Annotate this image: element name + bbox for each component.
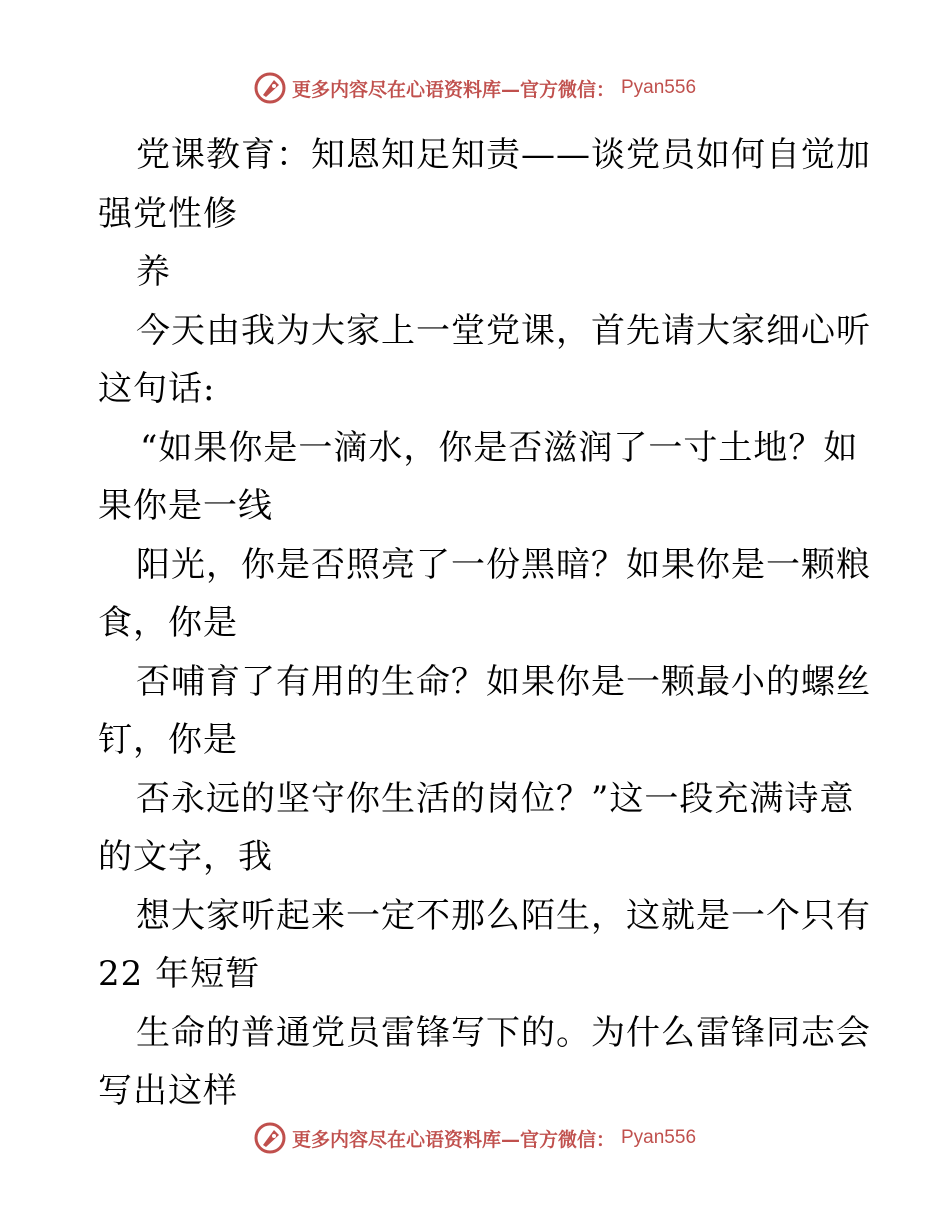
banner-text: 更多内容尽在心语资料库—官方微信：	[291, 1128, 615, 1151]
document-body	[98, 126, 871, 1121]
pen-nib-logo-icon	[254, 72, 286, 104]
header-banner	[0, 72, 950, 104]
banner-text: 更多内容尽在心语资料库—官方微信：	[291, 78, 615, 101]
text-line: “如果你是一滴水，你是否滋润了一寸土地？如	[140, 427, 859, 468]
text-line: 阳光，你是否照亮了一份黑暗？如果你是一颗粮	[136, 544, 871, 585]
text-line: 这句话:	[98, 369, 216, 409]
text-line: 党课教育：知恩知足知责——谈党员如何自觉加	[136, 135, 871, 175]
text-line: 想大家听起来一定不那么陌生，这就是一个只有	[136, 895, 871, 936]
banner-wechat-id: Pyan556	[621, 1127, 697, 1148]
text-line: 果你是一线	[98, 486, 273, 526]
text-line: 今天由我为大家上一堂党课，首先请大家细心听	[136, 310, 871, 351]
text-line: 食，你是	[98, 603, 238, 643]
text-line: 钉，你是	[98, 720, 238, 760]
text-line: 强党性修	[98, 193, 238, 234]
text-line: 否永远的坚守你生活的岗位？”这一段充满诗意	[136, 778, 855, 819]
banner-wechat-id: Pyan556	[621, 77, 697, 98]
text-line: 写出这样	[98, 1071, 238, 1111]
text-line: 22 年短暂	[98, 954, 261, 994]
text-line: 否哺育了有用的生命？如果你是一颗最小的螺丝	[136, 661, 871, 702]
pen-nib-logo-icon	[254, 1122, 286, 1154]
text-line: 养	[136, 252, 171, 292]
text-line: 的文字，我	[98, 837, 273, 877]
text-line: 生命的普通党员雷锋写下的。为什么雷锋同志会	[136, 1012, 871, 1053]
footer-banner	[0, 1122, 950, 1154]
